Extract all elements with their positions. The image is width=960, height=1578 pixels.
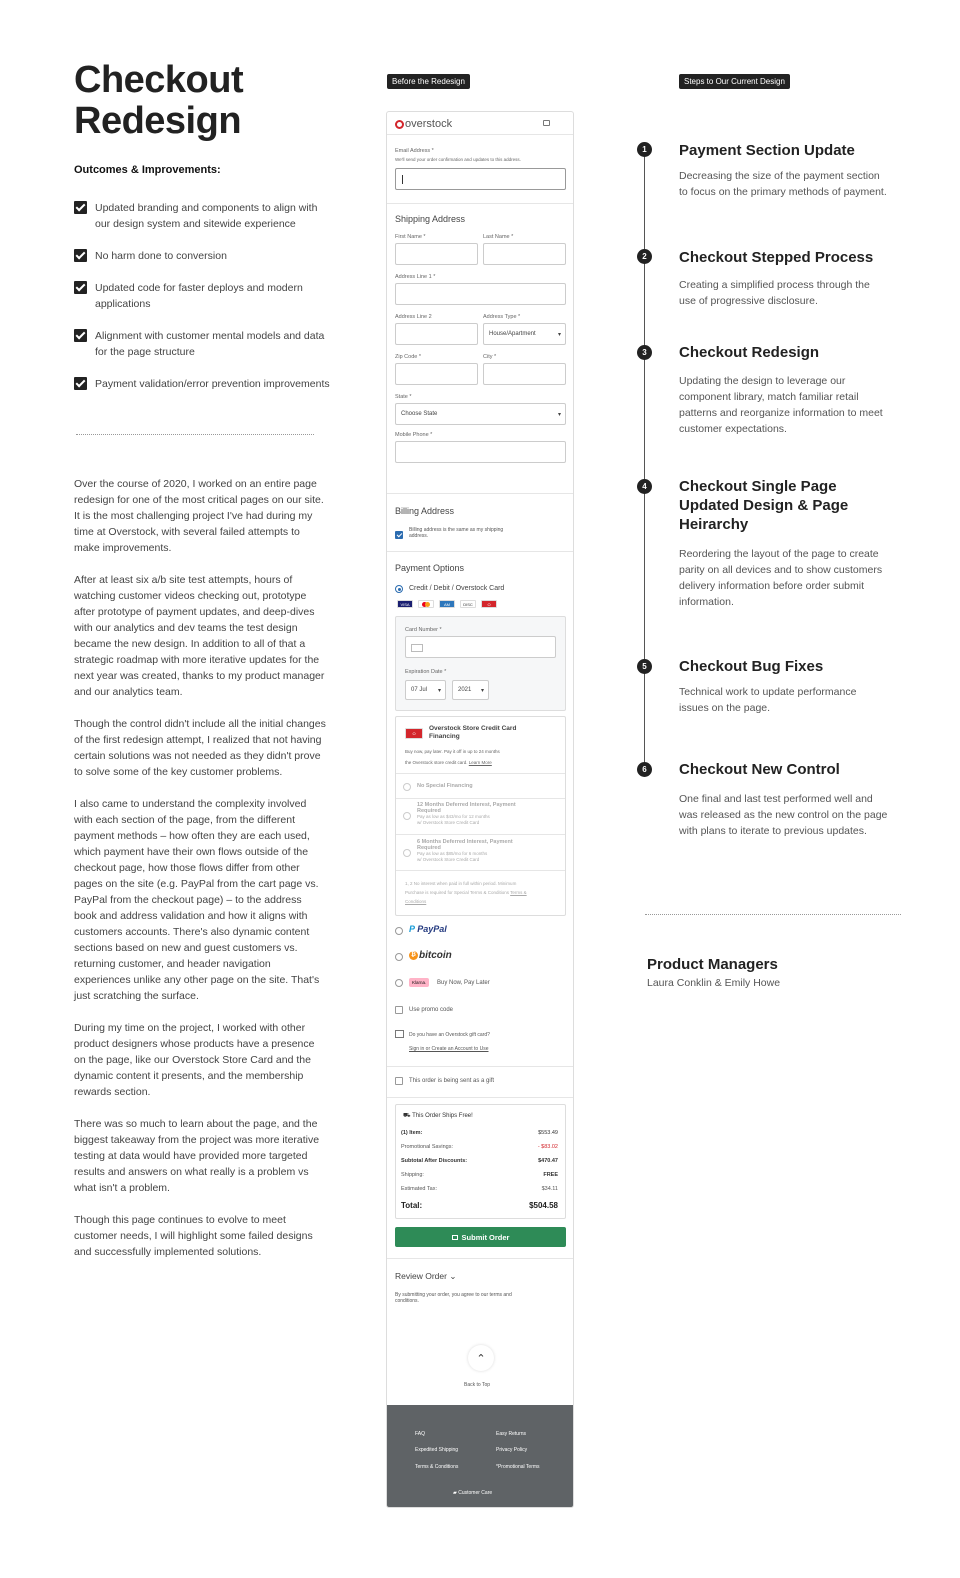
step-desc: One final and last test performed well and was released as the new control on the page with plans to iterate to previous updates.	[679, 793, 888, 837]
chat-icon: ▰	[453, 1490, 457, 1496]
gift-card-question: Do you have an Overstock gift card?	[409, 1032, 490, 1038]
summary-label: Subtotal After Discounts:	[401, 1158, 468, 1164]
divider	[396, 870, 565, 871]
step-number: 1	[637, 142, 652, 157]
checkout-mockup	[386, 111, 574, 1508]
footer-link-faq[interactable]: FAQ	[415, 1431, 426, 1437]
financing-6-title: 6 Months Deferred Interest, Payment	[417, 839, 513, 845]
terms-link[interactable]: Terms &	[510, 890, 527, 895]
chevron-down-icon: ▾	[480, 687, 484, 694]
outcome-item	[74, 248, 334, 264]
lock-icon	[543, 120, 550, 126]
chevron-up-icon: ⌃	[476, 1352, 486, 1365]
promo-checkbox[interactable]	[395, 1006, 403, 1014]
address1-input[interactable]	[395, 283, 566, 305]
discover-card-icon: DISC	[460, 600, 476, 608]
phone-input[interactable]	[395, 441, 566, 463]
address2-label: Address Line 2	[395, 314, 432, 320]
summary-value: FREE	[543, 1172, 558, 1178]
klarna-logo: Klarna.	[409, 978, 429, 987]
step-number: 6	[637, 762, 652, 777]
billing-same-text: address.	[409, 533, 429, 539]
financing-12-radio[interactable]	[403, 812, 411, 820]
checkbox-checked-icon	[74, 281, 87, 294]
first-name-label: First Name *	[395, 234, 426, 240]
financing-6-label	[417, 839, 513, 863]
address1-label: Address Line 1 *	[395, 274, 436, 280]
klarna-label: Buy Now, Pay Later	[437, 980, 490, 986]
last-name-label: Last Name *	[483, 234, 514, 240]
divider	[387, 493, 574, 494]
checkbox-checked-icon	[74, 377, 87, 390]
divider	[396, 798, 565, 799]
terms-link[interactable]: Conditions	[405, 899, 427, 904]
store-card-title-text: Overstock Store Credit Card	[429, 725, 517, 732]
outcome-item	[74, 200, 334, 232]
step-number: 5	[637, 659, 652, 674]
divider	[645, 914, 901, 915]
title-line-1: Checkout	[74, 59, 244, 101]
step-desc: Updating the design to leverage our component library, match familiar retail patterns and reorganize information to meet customer expectations.	[679, 375, 883, 435]
exp-month-select[interactable]	[405, 680, 446, 700]
chevron-down-icon: ▾	[557, 411, 561, 418]
billing-same-label	[409, 527, 503, 539]
back-to-top-button[interactable]	[468, 1345, 494, 1371]
credit-card-label: Credit / Debit / Overstock Card	[409, 585, 505, 592]
overstock-logo-icon	[395, 120, 404, 129]
gift-order-checkbox[interactable]	[395, 1077, 403, 1085]
product-managers-heading: Product Managers	[647, 956, 778, 973]
card-number-input[interactable]	[405, 636, 556, 658]
paypal-logo	[409, 924, 447, 934]
financing-6-desc: w/ Overstock Store Credit Card	[417, 857, 480, 862]
step-title: Checkout Stepped Process	[679, 249, 874, 266]
total-value: $504.58	[529, 1201, 558, 1210]
divider	[396, 834, 565, 835]
divider	[387, 1258, 574, 1259]
address-type-value: House/Apartment	[489, 331, 536, 337]
overstock-card-icon: O	[481, 600, 497, 608]
body-text	[74, 476, 326, 1276]
checkbox-checked-icon	[74, 329, 87, 342]
address2-input[interactable]	[395, 323, 478, 345]
terms-text-line: By submitting your order, you agree to our terms and	[395, 1292, 512, 1298]
submit-order-button[interactable]	[395, 1227, 566, 1247]
exp-date-label: Expiration Date *	[405, 669, 447, 675]
store-card-title	[429, 725, 516, 741]
divider	[387, 1097, 574, 1098]
footer-link-shipping[interactable]: Expedited Shipping	[415, 1447, 459, 1453]
chevron-down-icon: ▾	[437, 687, 441, 694]
summary-value: $34.11	[541, 1186, 558, 1192]
step-title: Payment Section Update	[679, 142, 855, 159]
financing-6-radio[interactable]	[403, 849, 411, 857]
step-desc: Technical work to update performance issues on the page.	[679, 686, 857, 714]
divider	[387, 134, 574, 135]
summary-label: Estimated Tax:	[401, 1186, 437, 1192]
paragraph: Though this page continues to evolve to meet customer needs, I will highlight some failed designs and successfully implemented solutions.	[74, 1214, 313, 1258]
outcome-text: Alignment with customer mental models and data for the page structure	[95, 330, 325, 358]
card-number-label: Card Number *	[405, 627, 442, 633]
learn-more-link[interactable]: Learn More	[468, 760, 492, 765]
credit-card-radio[interactable]	[395, 585, 403, 593]
page-title	[74, 60, 243, 142]
bitcoin-radio[interactable]	[395, 953, 403, 961]
shipping-heading: Shipping Address	[395, 214, 466, 224]
city-label: City *	[483, 354, 497, 360]
total-label: Total:	[401, 1201, 423, 1210]
email-input[interactable]	[395, 168, 566, 190]
payment-heading: Payment Options	[395, 563, 465, 573]
terms-text	[395, 1292, 512, 1304]
city-input[interactable]	[483, 363, 566, 385]
summary-label: Shipping:	[401, 1172, 424, 1178]
financing-note-text: No interest when paid in full within period. Minimum	[413, 881, 517, 886]
no-financing-radio[interactable]	[403, 783, 411, 791]
klarna-radio[interactable]	[395, 979, 403, 987]
ships-free	[403, 1112, 473, 1120]
review-order-toggle[interactable]	[395, 1271, 456, 1282]
billing-same-checkbox[interactable]	[395, 531, 403, 539]
paragraph: Over the course of 2020, I worked on an entire page redesign for one of the most critical pages on our site. It is the most challenging project I've had during my time at Overstock, with several failed attempts to make improvements.	[74, 478, 324, 554]
bitcoin-logo	[409, 950, 452, 961]
outcome-item	[74, 280, 334, 312]
review-order-label: Review Order	[395, 1271, 447, 1281]
store-card-icon: O	[405, 728, 423, 739]
divider	[387, 1066, 574, 1067]
step-title: Checkout New Control	[679, 761, 840, 778]
state-select[interactable]	[395, 403, 566, 425]
footer-link-returns[interactable]: Easy Returns	[496, 1431, 527, 1437]
outcomes-heading: Outcomes & Improvements:	[74, 164, 221, 176]
summary-label: (1) Item:	[401, 1130, 423, 1136]
timeline-line	[644, 150, 645, 770]
financing-12-label	[417, 802, 516, 826]
step-number: 3	[637, 345, 652, 360]
store-card-desc-text: Buy now, pay later. Pay it off in up to 24 months	[405, 749, 500, 754]
step-title: Checkout Redesign	[679, 344, 820, 361]
outcome-item	[74, 328, 334, 360]
logo	[395, 118, 452, 130]
sign-in-link[interactable]: Sign in or Create an Account to Use	[409, 1046, 489, 1052]
lock-icon	[452, 1235, 458, 1240]
terms-text-line: conditions.	[395, 1298, 419, 1304]
email-label: Email Address *	[395, 148, 434, 154]
summary-value: $470.47	[538, 1158, 558, 1164]
divider	[387, 551, 574, 552]
footer-link-terms[interactable]: Terms & Conditions	[415, 1464, 459, 1470]
outcome-text: Payment validation/error prevention improvements	[95, 378, 330, 390]
outcome-text: Updated branding and components to align with our design system and sitewide experience	[95, 202, 318, 230]
exp-year-select[interactable]	[452, 680, 489, 700]
state-label: State *	[395, 394, 412, 400]
paypal-text: PayPal	[417, 924, 447, 934]
financing-12-desc: w/ Overstock Store Credit Card	[417, 820, 480, 825]
first-name-input[interactable]	[395, 243, 478, 265]
mastercard-card-icon	[418, 600, 434, 608]
truck-icon: ⛟	[403, 1113, 411, 1119]
paragraph: There was so much to learn about the page, and the biggest takeaway from the project was more iterative testing at data would have provided more targeted results and answers on what really is a problem vs what isn't a problem.	[74, 1118, 320, 1194]
state-value: Choose State	[401, 411, 438, 417]
divider	[396, 773, 565, 774]
promo-label: Use promo code	[409, 1007, 454, 1013]
checkbox-checked-icon	[74, 201, 87, 214]
phone-label: Mobile Phone *	[395, 432, 433, 438]
store-card-desc	[405, 746, 500, 768]
step-number: 4	[637, 479, 652, 494]
chevron-down-icon: ▾	[557, 331, 561, 338]
billing-heading: Billing Address	[395, 506, 455, 516]
submit-order-label: Submit Order	[461, 1232, 510, 1242]
divider	[387, 203, 574, 204]
gift-order-label: This order is being sent as a gift	[409, 1078, 495, 1084]
financing-note: 1, 2 No interest when paid in full within period. Minimum Purchase is required for Special Terms & Conditions Terms & Conditions	[405, 881, 527, 904]
outcome-text: Updated code for faster deploys and modern applications	[95, 282, 303, 310]
amex-card-icon: AM	[439, 600, 455, 608]
paragraph: After at least six a/b site test attempts, hours of watching customer videos checking out, prototype after prototype of payment updates, and deep-dives with our analytics and dev teams the test design became the new design. In addition to all of that a strategic roadmap with more iterative updates for the next year was created, thanks to my product manager and our analytics team.	[74, 574, 325, 698]
outcomes-list	[74, 200, 334, 408]
credit-card-icon	[411, 644, 423, 652]
summary-label: Promotional Savings:	[401, 1144, 453, 1150]
checkbox-checked-icon	[74, 249, 87, 262]
email-hint: We'll send your order confirmation and updates to this address.	[395, 157, 521, 162]
footer-customer-care[interactable]	[453, 1490, 492, 1496]
zip-input[interactable]	[395, 363, 478, 385]
title-line-2: Redesign	[74, 100, 242, 143]
paragraph: Though the control didn't include all the initial changes of the first redesign attempt, I realized that not having certain solutions was not needed as they didn't prove to solve some of the key customer problems.	[74, 718, 326, 778]
financing-6-desc: Pay as low as $85/mo for 6 months	[417, 851, 488, 856]
exp-year-value: 2021	[458, 687, 472, 693]
visa-card-icon: VISA	[397, 600, 413, 608]
no-financing-label: No Special Financing	[417, 783, 473, 789]
chevron-down-icon: ⌄	[449, 1271, 457, 1281]
step-title: Checkout Bug Fixes	[679, 658, 824, 675]
paragraph: I also came to understand the complexity involved with each section of the page, from the different payment methods – how often they are each used, which payment have their own flows outside of the checkout page, how those flows differ from other pages on the site (e.g. PayPal from the cart page vs. PayPal from the checkout page) – to the address book and address validation and how it aligns with customers accounts. There's also dynamic content sections based on new and guest customers vs. returning customer, and header navigation experiences unlike any other page on the site. That's just scratching the surface.	[74, 798, 320, 1002]
summary-value: - $83.02	[537, 1144, 558, 1150]
step-number: 2	[637, 249, 652, 264]
bitcoin-icon: ₿	[409, 951, 418, 960]
before-redesign-label: Before the Redesign	[387, 74, 470, 89]
paypal-radio[interactable]	[395, 927, 403, 935]
step-desc: Creating a simplified process through the use of progressive disclosure.	[679, 279, 870, 307]
bitcoin-text: bitcoin	[419, 950, 452, 961]
back-to-top-label: Back to Top	[464, 1382, 491, 1388]
outcome-item	[74, 376, 334, 392]
step-desc: Decreasing the size of the payment section to focus on the primary methods of payment.	[679, 170, 887, 198]
zip-label: Zip Code *	[395, 354, 421, 360]
steps-label: Steps to Our Current Design	[679, 74, 790, 89]
financing-12-title: 12 Months Deferred Interest, Payment	[417, 802, 516, 808]
footer-link-promo-terms[interactable]: *Promotional Terms	[496, 1464, 540, 1470]
summary-value: $553.49	[538, 1130, 558, 1136]
exp-month-value: 07 Jul	[411, 687, 428, 693]
store-card-desc-text: the Overstock store credit card.	[405, 760, 468, 765]
product-managers-names: Laura Conklin & Emily Howe	[647, 977, 781, 989]
financing-12-title: Required	[417, 808, 441, 814]
financing-12-desc: Pay as low as $43/mo for 12 months	[417, 814, 490, 819]
paragraph: During my time on the project, I worked with other product designers whose products have a presence on the page, like our Overstock Store Card and the dynamic content it presents, and the membership rewards section.	[74, 1022, 315, 1098]
footer-link-privacy[interactable]: Privacy Policy	[496, 1447, 528, 1453]
address-type-label: Address Type *	[483, 314, 521, 320]
ships-free-text: This Order Ships Free!	[412, 1113, 473, 1119]
outcome-text: No harm done to conversion	[95, 250, 227, 262]
last-name-input[interactable]	[483, 243, 566, 265]
divider	[76, 434, 314, 435]
financing-6-title: Required	[417, 845, 441, 851]
store-card-title-text: Financing	[429, 733, 460, 740]
logo-text: overstock	[405, 118, 453, 130]
step-desc: Reordering the layout of the page to create parity on all devices and to show customers delivery information before order submit information.	[679, 548, 883, 608]
billing-same-text: Billing address is the same as my shipping	[409, 527, 504, 533]
address-type-select[interactable]	[483, 323, 566, 345]
gift-card-icon	[395, 1030, 404, 1038]
financing-note-text: Purchase is required for Special Terms & Conditions	[405, 890, 509, 895]
customer-care-label: Customer Care	[458, 1490, 493, 1496]
paypal-icon: P	[409, 924, 415, 934]
step-title: Checkout Single Page Updated Design & Page Heirarchy	[679, 478, 849, 533]
